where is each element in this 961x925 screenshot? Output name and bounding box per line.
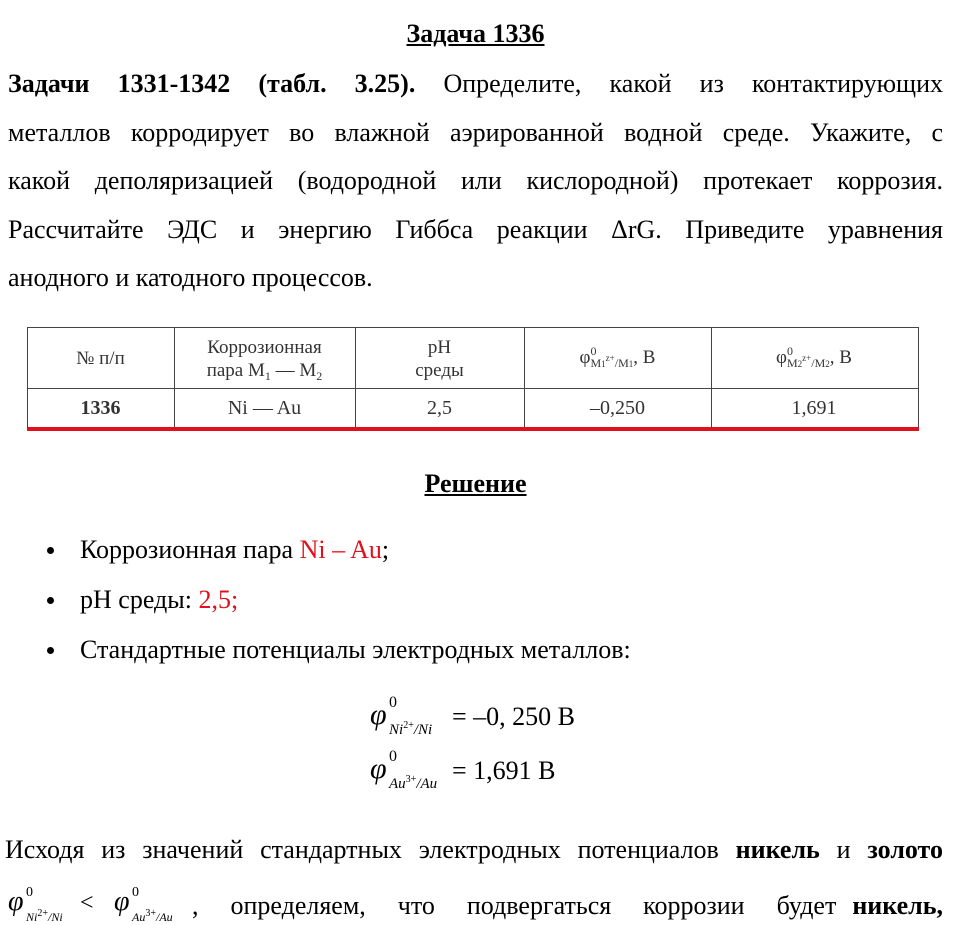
bullet-ph-value: 2,5; bbox=[198, 585, 239, 614]
header-pair-line1: Коррозионная bbox=[207, 337, 322, 358]
task-line-3: какой деполяризацией (водородной или кислородной) протекает коррозия. bbox=[8, 166, 943, 195]
header-phi2 bbox=[711, 340, 917, 376]
header-pair-m2-sub: 2 bbox=[316, 369, 323, 383]
formula-au-potential bbox=[370, 748, 600, 800]
bullet-ph-label: pH среды: bbox=[80, 585, 199, 614]
table-red-underline bbox=[27, 427, 919, 431]
header-phi2-sub-ion: z+ bbox=[802, 353, 812, 363]
formula-value: = –0, 250 В bbox=[452, 702, 576, 731]
header-phi2-sub-m: M bbox=[787, 356, 798, 370]
inequality-phi-1: φ bbox=[8, 886, 24, 917]
header-phi2-sub-slash-index: 2 bbox=[825, 359, 830, 369]
inequality-sub-1-metal: /Ni bbox=[47, 910, 63, 924]
bullet-pair-end: ; bbox=[381, 535, 390, 564]
formula-phi-symbol: φ bbox=[370, 698, 387, 731]
header-pair-m1: пара M bbox=[206, 360, 265, 381]
inequality-sub-1 bbox=[26, 908, 63, 925]
formula-sub-metal: /Ni bbox=[413, 722, 433, 738]
inequality-sup-1: 0 bbox=[26, 885, 33, 900]
header-phi2-sub-slash: /M bbox=[811, 356, 826, 370]
data-table bbox=[27, 327, 919, 431]
formula-phi-symbol: φ bbox=[370, 752, 387, 785]
header-phi2-symbol: φ bbox=[776, 347, 787, 368]
formula-subscript bbox=[389, 720, 432, 739]
inequality-sup-2: 0 bbox=[132, 885, 139, 900]
header-phi2-unit: , B bbox=[829, 347, 852, 368]
formula-ni-potential bbox=[370, 694, 600, 746]
header-phi2-subscript bbox=[787, 353, 830, 370]
conclusion-bold-nickel: никель bbox=[735, 835, 820, 864]
formula-sub-ion: Au bbox=[389, 776, 406, 792]
task-line-1 bbox=[8, 60, 943, 109]
formula-value: = 1,691 В bbox=[452, 756, 556, 785]
header-pair-m1-sub: 1 bbox=[264, 369, 271, 383]
conclusion-line-2 bbox=[192, 890, 943, 922]
header-ph bbox=[355, 336, 524, 382]
cell-phi2: 1,691 bbox=[791, 397, 837, 419]
cell-phi1: –0,250 bbox=[590, 397, 645, 419]
header-phi1-sub-m: M bbox=[590, 356, 602, 370]
task-line-1-rest: Определите, какой из контактирующих bbox=[443, 69, 943, 98]
table-header-divider bbox=[27, 388, 919, 389]
page-title: Задача 1336 bbox=[406, 19, 545, 48]
cell-ph: 2,5 bbox=[427, 397, 452, 419]
bullet-text: Стандартные потенциалы электродных металлов: bbox=[80, 635, 631, 664]
inequality-phi-2: φ bbox=[114, 886, 130, 917]
conclusion-text: Исходя из значений стандартных электродных потенциалов bbox=[5, 835, 736, 864]
header-phi1-unit: , B bbox=[633, 347, 656, 368]
header-ph-line1: pH bbox=[427, 337, 452, 358]
header-phi1-subscript bbox=[590, 353, 634, 370]
inequality-sub-2-metal: /Au bbox=[155, 910, 173, 924]
task-bold-lead: Задачи 1331-1342 (табл. 3.25). bbox=[8, 69, 416, 98]
conclusion-bold-nickel-2: никель, bbox=[852, 891, 943, 920]
inequality-formula bbox=[8, 885, 198, 924]
inequality-less-than: < bbox=[80, 890, 94, 916]
inequality-sub-2 bbox=[132, 908, 173, 925]
solution-title: Решение bbox=[424, 469, 527, 498]
bullet-dot bbox=[47, 597, 54, 604]
header-ph-line2: среды bbox=[415, 360, 464, 381]
conclusion-text-2: , определяем, что подвергаться коррозии будет bbox=[192, 891, 853, 920]
inequality-sub-1-ion: Ni bbox=[26, 910, 38, 924]
task-line-2: металлов корродирует во влажной аэрированной водной среде. Укажите, с bbox=[8, 117, 943, 147]
header-phi1 bbox=[524, 340, 711, 376]
header-phi2-sub-index: 2 bbox=[797, 359, 803, 369]
task-line-5: анодного и катодного процессов. bbox=[8, 263, 373, 292]
formula-sub-metal: /Au bbox=[416, 776, 438, 792]
header-phi1-sub-index: 1 bbox=[601, 359, 606, 369]
inequality-sub-2-ion: Au bbox=[132, 910, 146, 924]
formula-sub-charge: 3+ bbox=[405, 774, 417, 785]
conclusion-line-1 bbox=[5, 834, 943, 866]
bullet-dot bbox=[47, 547, 54, 554]
header-phi1-sub-ion: z+ bbox=[605, 353, 615, 363]
header-pair-line2 bbox=[174, 359, 355, 388]
header-phi1-sup: 0 bbox=[590, 344, 597, 358]
cell-num: 1336 bbox=[80, 397, 121, 419]
bullet-pair-value: Ni – Au bbox=[299, 535, 382, 564]
formula-superscript: 0 bbox=[389, 694, 397, 711]
task-line-4: Рассчитайте ЭДС и энергию Гиббса реакции ΔrG. Приведите уравнения bbox=[8, 214, 943, 244]
header-num: № п/п bbox=[76, 348, 125, 369]
header-phi1-sub-slash: /M bbox=[614, 356, 629, 370]
bullet-dot bbox=[47, 647, 54, 654]
bullet-text bbox=[80, 534, 389, 566]
header-phi1-symbol: φ bbox=[579, 347, 591, 368]
header-phi1-sub-slash-index: 1 bbox=[628, 359, 634, 369]
conclusion-bold-gold: золото bbox=[867, 835, 943, 864]
formula-sub-ion: Ni bbox=[389, 722, 404, 738]
formula-subscript bbox=[389, 774, 437, 793]
conclusion-and: и bbox=[819, 835, 868, 864]
formula-sub-charge: 2+ bbox=[403, 720, 414, 731]
bullet-text bbox=[80, 584, 238, 616]
task-text bbox=[8, 60, 943, 303]
header-phi2-sup: 0 bbox=[787, 344, 793, 358]
inequality-sub-1-charge: 2+ bbox=[37, 908, 48, 919]
inequality-sub-2-charge: 3+ bbox=[145, 908, 156, 919]
header-pair-m2: — M bbox=[270, 360, 317, 381]
bullet-pair-label: Коррозионная пара bbox=[80, 535, 300, 564]
header-pair bbox=[174, 336, 355, 388]
formula-superscript: 0 bbox=[389, 748, 397, 765]
cell-pair: Ni — Au bbox=[227, 397, 302, 419]
